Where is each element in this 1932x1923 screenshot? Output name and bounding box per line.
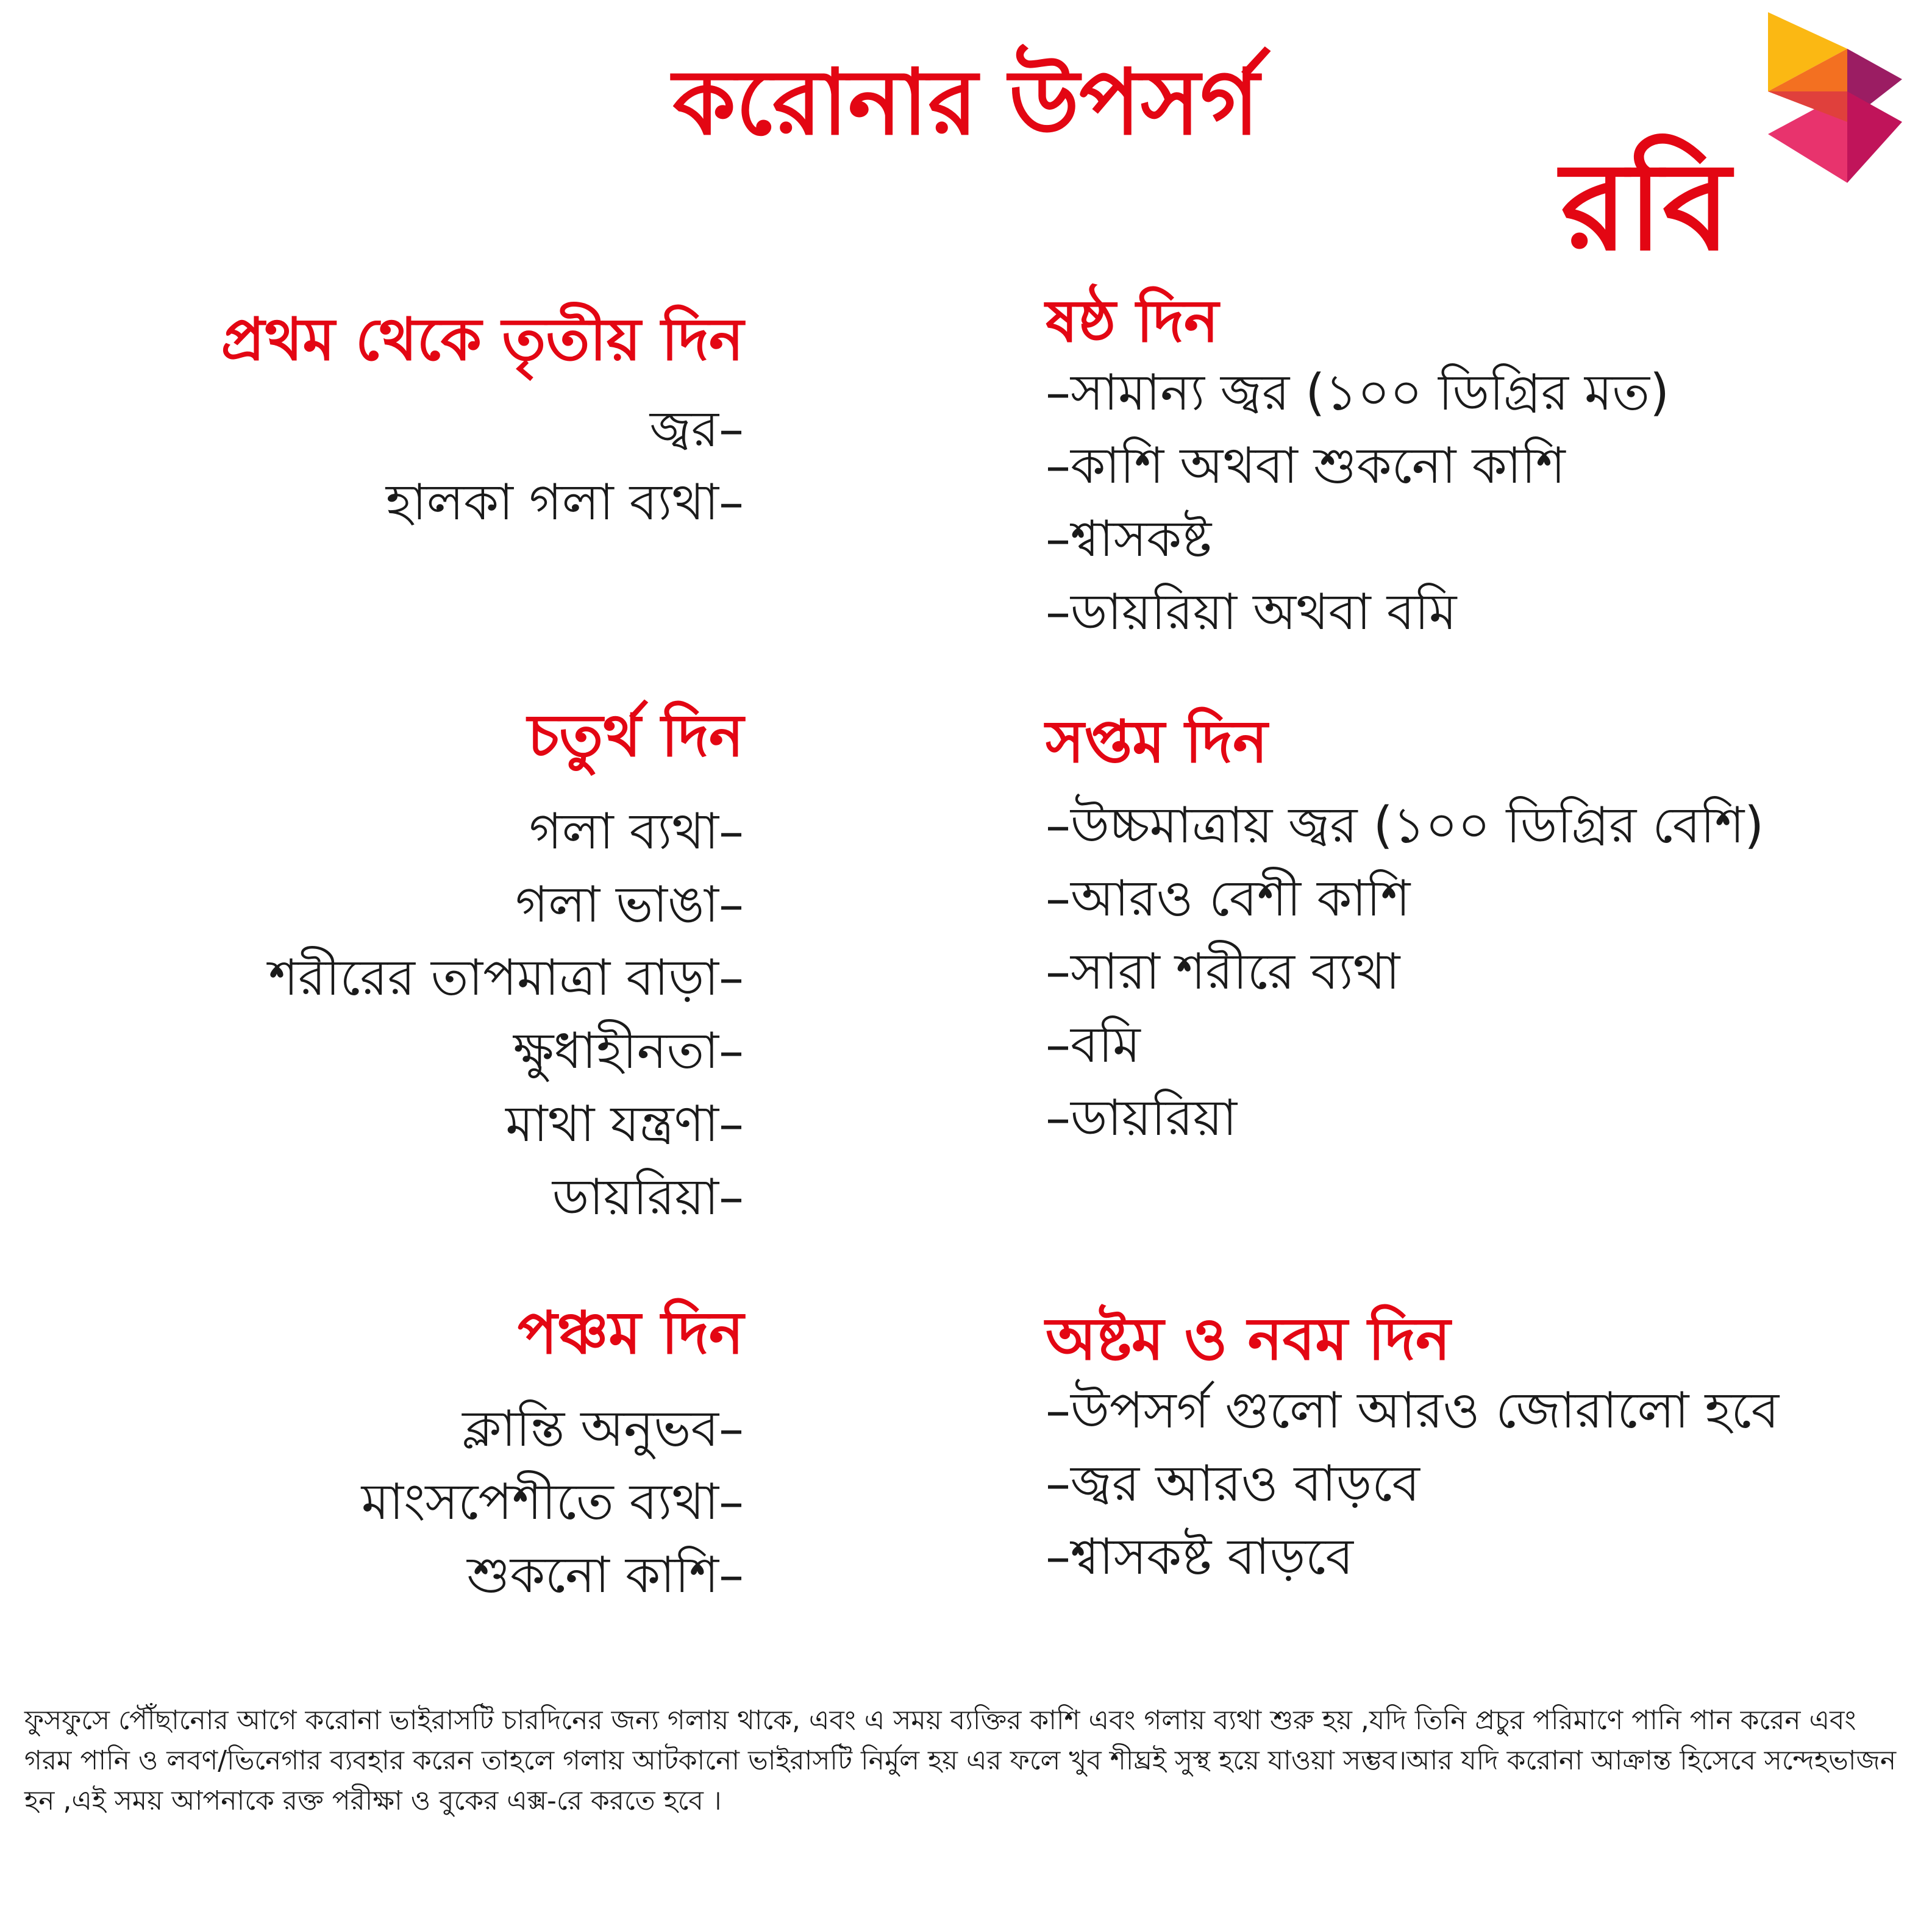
section-day-7 xyxy=(1046,707,1887,1155)
symptom-item: ডায়রিয়া– xyxy=(552,1168,744,1227)
section-day-1-3 xyxy=(61,305,744,539)
page-title: করোনার উপসর্গ xyxy=(672,50,1260,155)
symptom-item: –ডায়রিয়া xyxy=(1046,1089,1238,1148)
symptom-list xyxy=(1046,357,1887,649)
symptom-item: জ্বর– xyxy=(649,400,744,459)
section-title: সপ্তম দিন xyxy=(1046,708,1268,776)
footer-note: ফুসফুসে পৌঁছানোর আগে করোনা ভাইরাসটি চারদিনের জন্য গলায় থাকে, এবং এ সময় ব্যক্তির কাশি এবং গলায় ব্যথা শুরু হয় ,যদি তিনি প্রচুর পরিমাণে পানি পান করেন এবং গরম পানি ও লবণ/ভিনেগার ব্যবহার করেন তাহলে গলায় আটকানো ভাইরাসটি নির্মুল হয় এর ফলে খুব শীঘ্রই সুস্থ হয়ে যাওয়া সম্ভব।আর যদি করোনা আক্রান্ত হিসেবে সন্দেহভাজন হন ,এই সময় আপনাকে রক্ত পরীক্ষা ও বুকের এক্স-রে করতে হবে । xyxy=(24,1705,1897,1816)
symptom-item: ক্ষুধাহীনতা– xyxy=(513,1022,744,1081)
symptom-item: –উচ্চমাত্রায় জ্বর (১০০ ডিগ্রির বেশি) xyxy=(1046,797,1764,855)
symptom-item: –শ্বাসকষ্ট বাড়বে xyxy=(1046,1528,1353,1587)
symptom-item: –সারা শরীরে ব্যথা xyxy=(1046,943,1400,1001)
symptom-item: –ডায়রিয়া অথবা বমি xyxy=(1046,583,1457,642)
symptom-item: –বমি xyxy=(1046,1016,1141,1075)
section-day-5 xyxy=(61,1298,744,1612)
robi-logo-text: রবি xyxy=(1561,136,1731,278)
section-day-8-9 xyxy=(1046,1304,1887,1594)
symptom-list xyxy=(61,1393,744,1612)
symptom-item: মাংসপেশীতে ব্যথা– xyxy=(361,1473,744,1532)
section-title: চতুর্থ দিন xyxy=(527,702,744,770)
symptom-item: ক্লান্তি অনুভব– xyxy=(462,1400,744,1459)
section-title: ষষ্ঠ দিন xyxy=(1046,287,1219,355)
symptom-item: –কাশি অথবা শুকনো কাশি xyxy=(1046,437,1566,496)
symptom-item: হালকা গলা ব্যথা– xyxy=(385,474,744,532)
section-day-6 xyxy=(1046,286,1887,649)
symptom-item: গলা ভাঙা– xyxy=(515,876,744,934)
symptom-item: –জ্বর আরও বাড়বে xyxy=(1046,1455,1420,1513)
robi-logo xyxy=(1561,12,1902,280)
symptom-list xyxy=(61,795,744,1234)
symptom-item: মাথা যন্ত্রণা– xyxy=(505,1095,744,1154)
symptom-item: –সামান্য জ্বর (১০০ ডিগ্রির মত) xyxy=(1046,364,1670,422)
section-title: অষ্টম ও নবম দিন xyxy=(1046,1305,1451,1373)
symptom-item: শুকনো কাশি– xyxy=(467,1546,744,1605)
symptom-item: –উপসর্গ গুলো আরও জোরালো হবে xyxy=(1046,1382,1780,1440)
symptom-item: –আরও বেশী কাশি xyxy=(1046,870,1411,928)
symptom-list xyxy=(61,393,744,539)
section-title: পঞ্চম দিন xyxy=(518,1299,744,1367)
symptom-list xyxy=(1046,1374,1887,1594)
symptom-list xyxy=(1046,789,1887,1155)
symptom-item: –শ্বাসকষ্ট xyxy=(1046,510,1212,569)
symptom-item: গলা ব্যথা– xyxy=(529,803,744,861)
symptom-item: শরীরের তাপমাত্রা বাড়া– xyxy=(268,949,744,1008)
section-title: প্রথম থেকে তৃতীয় দিন xyxy=(221,305,744,374)
section-day-4 xyxy=(61,701,744,1234)
